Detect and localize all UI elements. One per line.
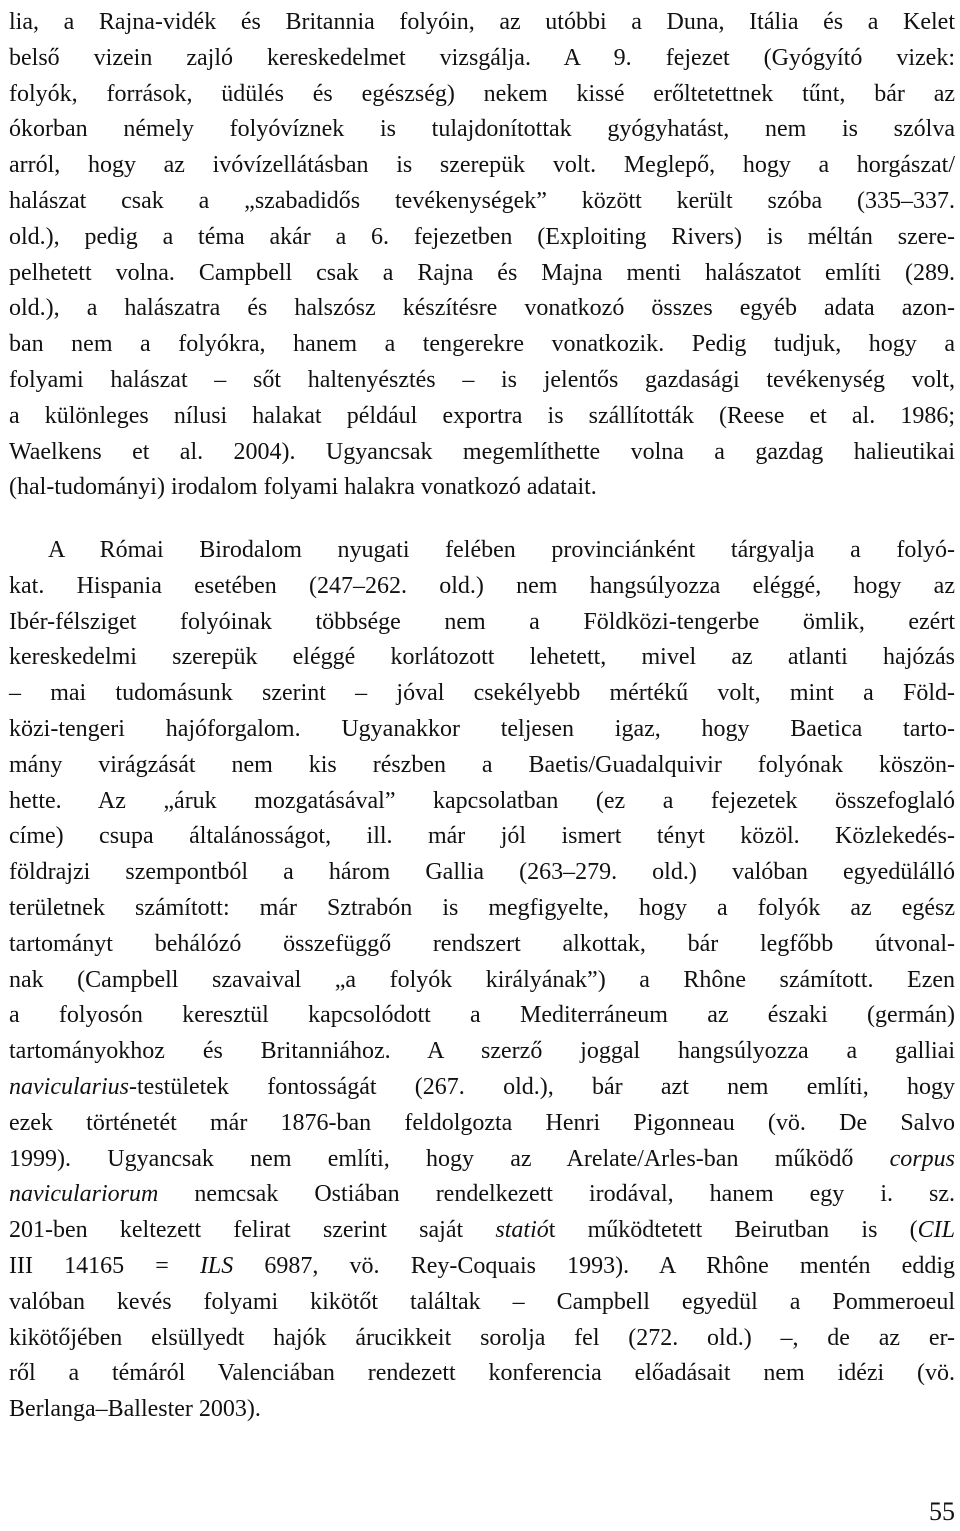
text-line — [9, 1177, 955, 1213]
text-run: 6987, vö. Rey-Coquais 1993). A Rhône mentén eddig — [233, 1252, 956, 1279]
text-line: közi-tengeri hajóforgalom. Ugyanakkor teljesen igaz, hogy Baetica tarto- — [9, 715, 955, 742]
text-line: old.), a halászatra és halszósz készítésre vonatkozó összes egyéb adata azon- — [9, 295, 955, 322]
text-line: – mai tudomásunk szerint – jóval csekélyebb mértékű volt, mint a Föld- — [9, 680, 955, 707]
text-line: belső vizein zajló kereskedelmet vizsgálja. A 9. fejezet (Gyógyító vizek: — [9, 44, 955, 71]
text-line: A Római Birodalom nyugati felében provinciánként tárgyalja a folyó- — [48, 537, 955, 563]
paragraph-2 — [9, 533, 955, 1428]
text-line: a folyosón keresztül kapcsolódott a Mediterráneum az északi (germán) — [9, 1002, 955, 1029]
text-line — [9, 1070, 955, 1106]
document-page — [9, 0, 955, 1531]
text-line: folyami halászat – sőt haltenyésztés – is jelentős gazdasági tevékenység volt, — [9, 366, 955, 393]
text-line: tartományokhoz és Britanniához. A szerző joggal hangsúlyozza a galliai — [9, 1038, 955, 1065]
page-number: 55 — [929, 1497, 955, 1526]
text-line: old.), pedig a téma akár a 6. fejezetben (Exploiting Rivers) is méltán szere- — [9, 223, 955, 250]
text-line: (hal-tudományi) irodalom folyami halakra vonatkozó adatait. — [9, 474, 597, 501]
text-line: nak (Campbell szavaival „a folyók királyának”) a Rhône számított. Ezen — [9, 966, 955, 993]
text-line: valóban kevés folyami kikötőt találtak – Campbell egyedül a Pommeroeul — [9, 1288, 955, 1315]
text-run: 201-ben keltezett felirat szerint saját — [9, 1217, 496, 1244]
italic-term: ILS — [199, 1252, 234, 1279]
text-line: ről a témáról Valenciában rendezett konferencia előadásait nem idézi (vö. — [9, 1360, 955, 1387]
text-line: címe) csupa általánosságot, ill. már jól ismert tényt közöl. Közlekedés- — [9, 823, 955, 850]
text-line: pelhetett volna. Campbell csak a Rajna és Majna menti halászatot említi (289. — [9, 259, 955, 286]
text-line: Ibér-félsziget folyóinak többsége nem a Földközi-tengerbe ömlik, ezért — [9, 608, 955, 635]
text-run: -testületek fontosságát (267. old.), bár azt nem említi, hogy — [129, 1073, 955, 1100]
text-line: mány virágzását nem kis részben a Baetis/Guadalquivir folyónak köszön- — [9, 751, 955, 778]
text-line: földrajzi szempontból a három Gallia (263–279. old.) valóban egyedülálló — [9, 859, 955, 886]
italic-term: CIL — [917, 1217, 956, 1244]
text-line: tartományt behálózó összefüggő rendszert alkottak, bár legfőbb útvonal- — [9, 930, 955, 957]
text-line — [9, 1249, 955, 1285]
text-run: t működtetett Beirutban is ( — [548, 1217, 918, 1244]
text-line: Berlanga–Ballester 2003). — [9, 1396, 261, 1423]
text-run: 1999). Ugyancsak nem említi, hogy az Arelate/Arles-ban működő — [9, 1145, 890, 1172]
italic-term: corpus — [889, 1145, 955, 1172]
text-line: lia, a Rajna-vidék és Britannia folyóin, az utóbbi a Duna, Itália és a Kelet — [9, 9, 955, 35]
italic-term: navicularius — [9, 1073, 129, 1100]
text-line: ezek történetét már 1876-ban feldolgozta Henri Pigonneau (vö. De Salvo — [9, 1109, 955, 1136]
text-line: halászat csak a „szabadidős tevékenységek” között került szóba (335–337. — [9, 187, 955, 214]
italic-term: naviculariorum — [9, 1181, 159, 1208]
text-run: nemcsak Ostiában rendelkezett irodával, hanem egy i. sz. — [158, 1181, 955, 1208]
text-line — [9, 1213, 955, 1249]
text-line: kereskedelmi szerepük eléggé korlátozott lehetett, mivel az atlanti hajózás — [9, 644, 955, 671]
paragraph-1 — [9, 5, 955, 506]
text-line: folyók, források, üdülés és egészség) nekem kissé erőltetettnek tűnt, bár az — [9, 80, 955, 107]
text-line — [9, 1142, 955, 1178]
text-line: arról, hogy az ivóvízellátásban is szerepük volt. Meglepő, hogy a horgászat/ — [9, 152, 955, 179]
text-line: területnek számított: már Sztrabón is megfigyelte, hogy a folyók az egész — [9, 894, 955, 921]
text-line: kat. Hispania esetében (247–262. old.) nem hangsúlyozza eléggé, hogy az — [9, 572, 955, 599]
text-line: Waelkens et al. 2004). Ugyancsak megemlíthette volna a gazdag halieutikai — [9, 438, 955, 465]
italic-term: statió — [495, 1217, 549, 1244]
text-line: hette. Az „áruk mozgatásával” kapcsolatban (ez a fejezetek összefoglaló — [9, 787, 955, 814]
text-line: ókorban némely folyóvíznek is tulajdonítottak gyógyhatást, nem is szólva — [9, 116, 955, 143]
text-line: a különleges nílusi halakat például exportra is szállították (Reese et al. 1986; — [9, 402, 955, 429]
text-run: III 14165 = — [9, 1252, 200, 1279]
text-line: ban nem a folyókra, hanem a tengerekre vonatkozik. Pedig tudjuk, hogy a — [9, 331, 955, 358]
text-line: kikötőjében elsüllyedt hajók árucikkeit sorolja fel (272. old.) –, de az er- — [9, 1324, 955, 1351]
